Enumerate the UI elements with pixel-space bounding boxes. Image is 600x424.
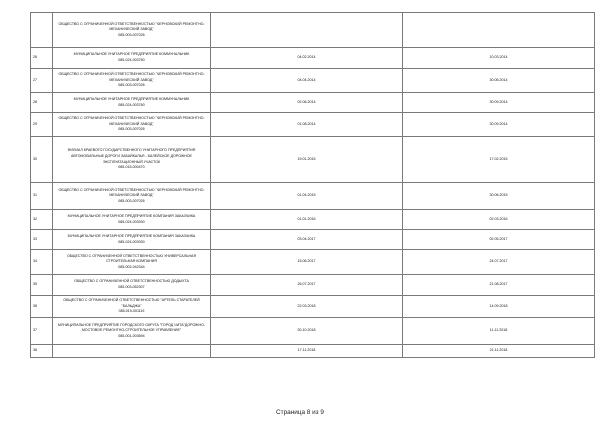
table-row	[31, 113, 595, 137]
table-row	[31, 210, 595, 230]
end-date	[403, 13, 595, 48]
organization-cell	[53, 183, 211, 210]
row-number: 38	[31, 345, 53, 358]
row-number: 32	[31, 210, 53, 230]
end-date: 30.06.2015	[403, 183, 595, 210]
organization-reg-number: 085-024-003760	[118, 102, 145, 107]
table-row	[31, 48, 595, 69]
organization-cell	[53, 296, 211, 318]
organization-name: ОБЩЕСТВО С ОГРАНИЧЕННОЙ ОТВЕТСТВЕННОСТЬЮ "ЧЕРНОВСКИЙ РЕМОНТНО-МЕХАНИЧЕСКИЙ ЗАВОД"	[58, 187, 205, 198]
organization-name: МУНИЦИПАЛЬНОЕ УНИТАРНОЕ ПРЕДПРИЯТИЕ КОМПАНИЯ ЗАКАЗЧИКА	[67, 233, 196, 238]
table-row	[31, 69, 595, 93]
row-number: 37	[31, 318, 53, 345]
table-row	[31, 318, 595, 345]
organization-reg-number: 085-003-007026	[118, 83, 145, 88]
organization-cell	[53, 210, 211, 230]
start-date: 19.01.2015	[211, 137, 403, 183]
end-date: 30.09.2014	[403, 93, 595, 113]
organization-name: ФИЛИАЛ КРАЕВОГО ГОСУДАРСТВЕННОГО УНИТАРНОГО ПРЕДПРИЯТИЯ АВТОМОБИЛЬНЫЕ ДОРОГИ ЗАБАЙКАЛЬЯ - БАЛЕЙСКОЕ ДОРОЖНОЕ ЭКСПЛУАТАЦИОННЫЙ УЧАСТОК	[67, 148, 196, 164]
row-number: 26	[31, 48, 53, 69]
start-date: 03.04.2017	[211, 230, 403, 250]
organization-cell	[53, 137, 211, 183]
organization-name: ОБЩЕСТВО С ОГРАНИЧЕННОЙ ОТВЕТСТВЕННОСТЬЮ "ЧЕРНОВСКИЙ РЕМОНТНО-МЕХАНИЧЕСКИЙ ЗАВОД"	[58, 116, 205, 126]
organization-name: ОБЩЕСТВО С ОГРАНИЧЕННОЙ ОТВЕТСТВЕННОСТЬЮ ДОДЫХТА	[74, 279, 189, 284]
row-number: 34	[31, 250, 53, 275]
organization-cell	[53, 345, 211, 358]
start-date: 01.04.2015	[211, 183, 403, 210]
organization-cell	[53, 230, 211, 250]
row-number: 28	[31, 93, 53, 113]
organization-cell	[53, 48, 211, 69]
start-date: 22.03.2018	[211, 296, 403, 318]
organization-reg-number: 085-003-052307	[118, 285, 145, 289]
start-date: 04.04.2014	[211, 69, 403, 93]
organization-reg-number: 085-019-001119	[118, 309, 145, 314]
employment-history-table	[30, 12, 595, 358]
row-number: 31	[31, 183, 53, 210]
organization-cell	[53, 93, 211, 113]
start-date: 26.07.2017	[211, 275, 403, 296]
organization-reg-number: 085-003-007026	[118, 127, 145, 132]
table-row	[31, 137, 595, 183]
start-date: 15.06.2017	[211, 250, 403, 275]
start-date: 30.10.2018	[211, 318, 403, 345]
end-date: 21.08.2017	[403, 275, 595, 296]
organization-cell	[53, 275, 211, 296]
organization-reg-number: 085-024-003930	[118, 239, 145, 244]
end-date: 30.06.2014	[403, 69, 595, 93]
organization-reg-number: 085-024-003930	[118, 219, 145, 224]
table-row	[31, 275, 595, 296]
end-date: 11.11.2018	[403, 318, 595, 345]
organization-cell	[53, 13, 211, 48]
row-number: 36	[31, 296, 53, 318]
organization-name: МУНИЦИПАЛЬНОЕ УНИТАРНОЕ ПРЕДПРИЯТИЕ КОММУНАЛЬНИК	[73, 96, 190, 101]
organization-cell	[53, 318, 211, 345]
organization-name: ОБЩЕСТВО С ОГРАНИЧЕННОЙ ОТВЕТСТВЕННОСТЬЮ УНИВЕРСАЛЬНАЯ СТРОИТЕЛЬНАЯ КОМПАНИЯ	[66, 253, 197, 264]
organization-name: ОБЩЕСТВО С ОГРАНИЧЕННОЙ ОТВЕТСТВЕННОСТЬЮ "АРТЕЛЬ СТАРАТЕЛЕЙ "БАЛЬДЖА"	[63, 298, 200, 308]
organization-cell	[53, 250, 211, 275]
start-date: 01.01.2016	[211, 210, 403, 230]
organization-cell	[53, 69, 211, 93]
start-date: 01.08.2014	[211, 113, 403, 137]
start-date	[211, 13, 403, 48]
organization-reg-number: 085-003-007026	[118, 32, 145, 37]
organization-cell	[53, 113, 211, 137]
start-date: 04.02.2014	[211, 48, 403, 69]
start-date: 02.06.2014	[211, 93, 403, 113]
table-row	[31, 230, 595, 250]
start-date: 17.11.2018	[211, 345, 403, 358]
organization-name: МУНИЦИПАЛЬНОЕ УНИТАРНОЕ ПРЕДПРИЯТИЕ КОМПАНИЯ ЗАКАЗЧИКА	[67, 213, 196, 218]
page-footer: Страница 8 из 9	[276, 409, 324, 416]
row-number: 27	[31, 69, 53, 93]
organization-name: ОБЩЕСТВО С ОГРАНИЧЕННОЙ ОТВЕТСТВЕННОСТЬЮ "ЧЕРНОВСКИЙ РЕМОНТНО-МЕХАНИЧЕСКИЙ ЗАВОД"	[58, 21, 205, 32]
table-row	[31, 296, 595, 318]
organization-name: МУНИЦИПАЛЬНОЕ УНИТАРНОЕ ПРЕДПРИЯТИЕ КОММУНАЛЬНИК	[73, 52, 190, 57]
row-number: 29	[31, 113, 53, 137]
end-date: 10.03.2014	[403, 48, 595, 69]
table-row	[31, 250, 595, 275]
end-date: 30.09.2014	[403, 113, 595, 137]
table-row	[31, 13, 595, 48]
end-date: 02.05.2017	[403, 230, 595, 250]
row-number: 35	[31, 275, 53, 296]
row-number: 30	[31, 137, 53, 183]
row-number	[31, 13, 53, 48]
organization-reg-number: 085-015-000470	[118, 165, 145, 170]
organization-reg-number: 085-002-042344	[118, 264, 145, 269]
end-date: 21.11.2018	[403, 345, 595, 358]
organization-reg-number: 085-024-003760	[118, 58, 145, 62]
organization-name: МУНИЦИПАЛЬНОЕ ПРЕДПРИЯТИЕ ГОРОДСКОГО ОКРУГА "ГОРОД ЧИТА"ДОРОЖНО-МОСТОВОЕ РЕМОНТНО-СТРОИТЕЛЬНОЕ УПРАВЛЕНИЕ"	[57, 322, 206, 333]
organization-name: ОБЩЕСТВО С ОГРАНИЧЕННОЙ ОТВЕТСТВЕННОСТЬЮ "ЧЕРНОВСКИЙ РЕМОНТНО-МЕХАНИЧЕСКИЙ ЗАВОД"	[58, 72, 205, 82]
end-date: 14.09.2018	[403, 296, 595, 318]
table-row	[31, 93, 595, 113]
end-date: 02.03.2016	[403, 210, 595, 230]
table-row	[31, 183, 595, 210]
end-date: 17.02.2015	[403, 137, 595, 183]
row-number: 33	[31, 230, 53, 250]
organization-reg-number: 085-003-007026	[118, 198, 145, 203]
end-date: 24.07.2017	[403, 250, 595, 275]
organization-reg-number: 085-001-003694	[118, 333, 145, 338]
table-row	[31, 345, 595, 358]
